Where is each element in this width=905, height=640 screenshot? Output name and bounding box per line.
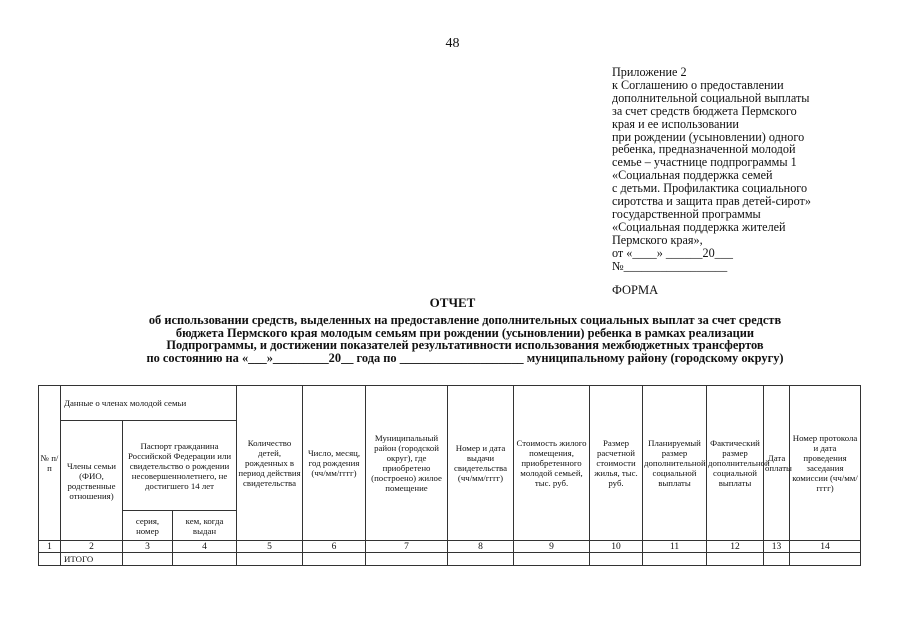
- column-number: 14: [790, 541, 861, 553]
- column-number: 6: [303, 541, 366, 553]
- column-number: 12: [707, 541, 764, 553]
- column-number: 9: [514, 541, 590, 553]
- column-number: 1: [39, 541, 61, 553]
- total-label: ИТОГО: [61, 553, 123, 566]
- appendix-line: Пермского края»,: [612, 232, 703, 247]
- header-col-12: Фактический размер дополнительной социальной выплаты: [707, 386, 764, 541]
- column-number: 5: [237, 541, 303, 553]
- total-cell-empty[interactable]: [448, 553, 514, 566]
- total-cell-empty[interactable]: [237, 553, 303, 566]
- header-passport-group: Паспорт гражданина Российской Федерации или свидетельство о рождении несовершеннолетнего, не достигшего 14 лет: [123, 421, 237, 511]
- header-col-8: Номер и дата выдачи свидетельства (чч/мм/гггг): [448, 386, 514, 541]
- header-col-6: Число, месяц, год рождения (чч/мм/гггг): [303, 386, 366, 541]
- form-label: ФОРМА: [612, 283, 659, 297]
- total-cell-empty[interactable]: [514, 553, 590, 566]
- header-col-10: Размер расчетной стоимости жилья, тыс. руб.: [590, 386, 643, 541]
- header-col-5: Количество детей, рожденных в период действия свидетельства: [237, 386, 303, 541]
- page-number: 48: [445, 36, 460, 51]
- appendix-line: ребенка, предназначенной молодой: [612, 142, 796, 157]
- header-col-11: Планируемый размер дополнительной социальной выплаты: [643, 386, 707, 541]
- appendix-line: дополнительной социальной выплаты: [612, 90, 810, 105]
- appendix-line: государственной программы: [612, 206, 761, 221]
- column-numbers-row: [39, 541, 861, 553]
- header-family-group: Данные о членах молодой семьи: [61, 386, 237, 421]
- appendix-number-line[interactable]: №_________________: [612, 258, 728, 273]
- total-cell-empty[interactable]: [590, 553, 643, 566]
- column-number: 8: [448, 541, 514, 553]
- report-title: ОТЧЕТ: [429, 295, 476, 310]
- report-subtitle: [60, 314, 870, 364]
- appendix-block: [612, 66, 872, 273]
- column-number: 11: [643, 541, 707, 553]
- appendix-line: края и ее использовании: [612, 116, 739, 131]
- header-col-2: Члены семьи (ФИО, родственные отношения): [61, 421, 123, 541]
- total-cell-empty[interactable]: [790, 553, 861, 566]
- appendix-line: сиротства и защита прав детей-сирот»: [612, 194, 811, 209]
- column-number: 3: [123, 541, 173, 553]
- subtitle-line-date-district[interactable]: по состоянию на «___»_________20__ года по ____________________ муниципальному району (городскому округу): [146, 350, 784, 365]
- appendix-line: с детьми. Профилактика социального: [612, 181, 808, 196]
- header-col-4: кем, когда выдан: [173, 511, 237, 541]
- subtitle-line: об использовании средств, выделенных на предоставление дополнительных социальных выплат за счет средств: [148, 313, 782, 327]
- appendix-line: семье – участнице подпрограммы 1: [612, 155, 797, 170]
- appendix-line: Приложение 2: [612, 65, 687, 79]
- subtitle-line: бюджета Пермского края молодым семьям при рождении (усыновлении) ребенка в рамках реализации: [175, 325, 755, 340]
- header-col-1: № п/п: [39, 386, 61, 541]
- total-cell-empty[interactable]: [123, 553, 173, 566]
- appendix-line: «Социальная поддержка семей: [612, 168, 773, 183]
- appendix-line: к Соглашению о предоставлении: [612, 77, 784, 92]
- column-number: 4: [173, 541, 237, 553]
- total-row: [39, 553, 861, 566]
- header-col-3: серия, номер: [123, 511, 173, 541]
- appendix-line: «Социальная поддержка жителей: [612, 219, 786, 234]
- total-cell-empty[interactable]: [707, 553, 764, 566]
- total-cell-empty[interactable]: [366, 553, 448, 566]
- total-cell-empty[interactable]: [643, 553, 707, 566]
- appendix-date-line[interactable]: от «____» ______20___: [612, 245, 733, 260]
- header-col-14: Номер протокола и дата проведения заседания комиссии (чч/мм/гггг): [790, 386, 861, 541]
- subtitle-line: Подпрограммы, и достижении показателей результативности использования межбюджетных трансфертов: [166, 338, 764, 353]
- header-col-9: Стоимость жилого помещения, приобретенного молодой семьей, тыс. руб.: [514, 386, 590, 541]
- total-cell-empty[interactable]: [39, 553, 61, 566]
- column-number: 10: [590, 541, 643, 553]
- total-cell-empty[interactable]: [764, 553, 790, 566]
- column-number: 13: [764, 541, 790, 553]
- total-cell-empty[interactable]: [303, 553, 366, 566]
- report-table: [38, 385, 861, 566]
- header-col-7: Муниципальный район (городской округ), где приобретено (построено) жилое помещение: [366, 386, 448, 541]
- column-number: 2: [61, 541, 123, 553]
- header-col-13: Дата оплаты: [764, 386, 790, 541]
- total-cell-empty[interactable]: [173, 553, 237, 566]
- appendix-line: за счет средств бюджета Пермского: [612, 103, 797, 118]
- appendix-line: при рождении (усыновлении) одного: [612, 129, 805, 144]
- column-number: 7: [366, 541, 448, 553]
